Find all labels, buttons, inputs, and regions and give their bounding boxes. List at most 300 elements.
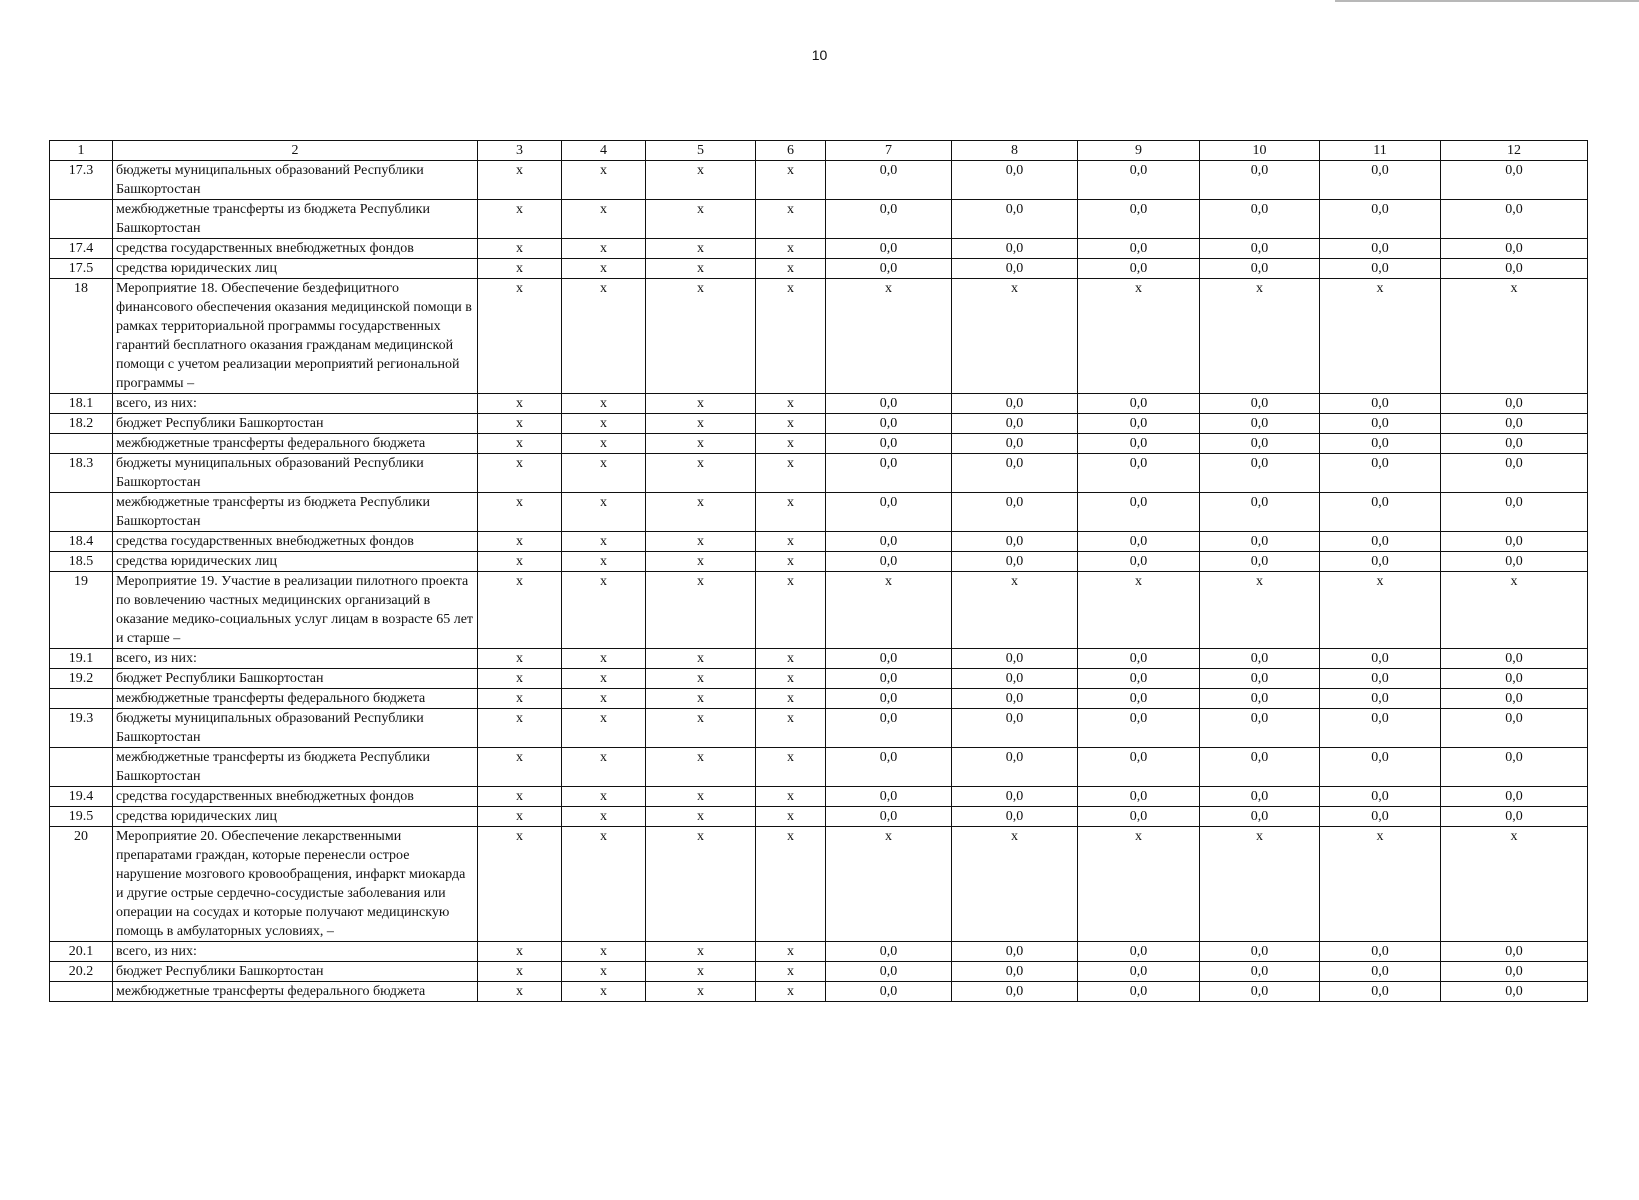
value-cell-col-6: х <box>756 748 826 787</box>
value-cell-col-3: х <box>478 239 562 259</box>
value-cell-col-4: х <box>562 259 646 279</box>
value-cell-col-5: х <box>646 259 756 279</box>
value-cell-col-10: х <box>1200 827 1320 942</box>
value-cell-col-8: 0,0 <box>952 434 1078 454</box>
value-cell-col-12: х <box>1441 279 1588 394</box>
value-cell-col-4: х <box>562 532 646 552</box>
table-row <box>50 532 1588 552</box>
value-cell-col-5: х <box>646 532 756 552</box>
value-cell-col-3: х <box>478 827 562 942</box>
table-row <box>50 434 1588 454</box>
value-cell-col-11: 0,0 <box>1320 493 1441 532</box>
value-cell-col-12: 0,0 <box>1441 414 1588 434</box>
value-cell-col-8: 0,0 <box>952 394 1078 414</box>
row-name-cell: средства юридических лиц <box>113 807 478 827</box>
value-cell-col-7: 0,0 <box>826 434 952 454</box>
value-cell-col-9: 0,0 <box>1078 394 1200 414</box>
value-cell-col-4: х <box>562 394 646 414</box>
row-name-cell: средства государственных внебюджетных фондов <box>113 787 478 807</box>
row-name-cell: бюджеты муниципальных образований Республики Башкортостан <box>113 454 478 493</box>
table-row <box>50 161 1588 200</box>
value-cell-col-3: х <box>478 787 562 807</box>
value-cell-col-7: х <box>826 279 952 394</box>
value-cell-col-11: 0,0 <box>1320 807 1441 827</box>
value-cell-col-7: 0,0 <box>826 161 952 200</box>
value-cell-col-4: х <box>562 493 646 532</box>
value-cell-col-6: х <box>756 161 826 200</box>
table-row <box>50 827 1588 942</box>
row-name-cell: всего, из них: <box>113 394 478 414</box>
value-cell-col-8: х <box>952 572 1078 649</box>
value-cell-col-3: х <box>478 532 562 552</box>
column-header-2: 2 <box>113 141 478 161</box>
value-cell-col-3: х <box>478 434 562 454</box>
row-name-cell: бюджеты муниципальных образований Республики Башкортостан <box>113 709 478 748</box>
row-number-cell: 18.2 <box>50 414 113 434</box>
value-cell-col-10: 0,0 <box>1200 434 1320 454</box>
value-cell-col-4: х <box>562 827 646 942</box>
value-cell-col-12: 0,0 <box>1441 962 1588 982</box>
value-cell-col-3: х <box>478 669 562 689</box>
value-cell-col-10: 0,0 <box>1200 787 1320 807</box>
value-cell-col-4: х <box>562 709 646 748</box>
value-cell-col-3: х <box>478 394 562 414</box>
value-cell-col-4: х <box>562 414 646 434</box>
value-cell-col-11: 0,0 <box>1320 161 1441 200</box>
value-cell-col-10: 0,0 <box>1200 200 1320 239</box>
value-cell-col-10: 0,0 <box>1200 493 1320 532</box>
value-cell-col-4: х <box>562 807 646 827</box>
value-cell-col-8: х <box>952 279 1078 394</box>
value-cell-col-6: х <box>756 493 826 532</box>
value-cell-col-5: х <box>646 552 756 572</box>
value-cell-col-7: 0,0 <box>826 552 952 572</box>
value-cell-col-10: 0,0 <box>1200 161 1320 200</box>
value-cell-col-9: 0,0 <box>1078 942 1200 962</box>
value-cell-col-11: 0,0 <box>1320 748 1441 787</box>
value-cell-col-10: 0,0 <box>1200 259 1320 279</box>
value-cell-col-12: 0,0 <box>1441 748 1588 787</box>
value-cell-col-8: 0,0 <box>952 200 1078 239</box>
row-name-cell: средства юридических лиц <box>113 259 478 279</box>
value-cell-col-9: 0,0 <box>1078 200 1200 239</box>
value-cell-col-6: х <box>756 259 826 279</box>
row-number-cell: 18 <box>50 279 113 394</box>
value-cell-col-5: х <box>646 454 756 493</box>
value-cell-col-10: 0,0 <box>1200 982 1320 1002</box>
value-cell-col-3: х <box>478 962 562 982</box>
value-cell-col-6: х <box>756 942 826 962</box>
value-cell-col-11: 0,0 <box>1320 259 1441 279</box>
value-cell-col-9: 0,0 <box>1078 709 1200 748</box>
row-name-cell: межбюджетные трансферты федерального бюджета <box>113 434 478 454</box>
value-cell-col-12: 0,0 <box>1441 787 1588 807</box>
row-number-cell: 19.1 <box>50 649 113 669</box>
value-cell-col-3: х <box>478 942 562 962</box>
table-row <box>50 649 1588 669</box>
value-cell-col-6: х <box>756 552 826 572</box>
value-cell-col-5: х <box>646 669 756 689</box>
value-cell-col-10: 0,0 <box>1200 532 1320 552</box>
value-cell-col-9: 0,0 <box>1078 161 1200 200</box>
value-cell-col-6: х <box>756 709 826 748</box>
row-name-cell: Мероприятие 20. Обеспечение лекарственными препаратами граждан, которые перенесли острое нарушение мозгового кровообращения, инфаркт миокарда и другие острые сердечно-сосудистые заболевания или операции на сосудах и которые получают медицинскую помощь в амбулаторных условиях, – <box>113 827 478 942</box>
value-cell-col-8: 0,0 <box>952 414 1078 434</box>
value-cell-col-12: 0,0 <box>1441 709 1588 748</box>
value-cell-col-7: 0,0 <box>826 394 952 414</box>
value-cell-col-5: х <box>646 709 756 748</box>
table-row <box>50 709 1588 748</box>
row-number-cell: 17.4 <box>50 239 113 259</box>
value-cell-col-9: 0,0 <box>1078 259 1200 279</box>
value-cell-col-9: 0,0 <box>1078 454 1200 493</box>
value-cell-col-3: х <box>478 552 562 572</box>
row-name-cell: бюджеты муниципальных образований Республики Башкортостан <box>113 161 478 200</box>
value-cell-col-12: 0,0 <box>1441 161 1588 200</box>
row-name-cell: бюджет Республики Башкортостан <box>113 669 478 689</box>
value-cell-col-9: 0,0 <box>1078 807 1200 827</box>
value-cell-col-10: х <box>1200 279 1320 394</box>
value-cell-col-6: х <box>756 454 826 493</box>
value-cell-col-10: 0,0 <box>1200 669 1320 689</box>
value-cell-col-12: 0,0 <box>1441 807 1588 827</box>
value-cell-col-6: х <box>756 787 826 807</box>
value-cell-col-12: 0,0 <box>1441 434 1588 454</box>
value-cell-col-5: х <box>646 787 756 807</box>
value-cell-col-6: х <box>756 807 826 827</box>
table-row <box>50 552 1588 572</box>
value-cell-col-6: х <box>756 239 826 259</box>
value-cell-col-8: х <box>952 827 1078 942</box>
value-cell-col-11: 0,0 <box>1320 942 1441 962</box>
row-number-cell: 18.1 <box>50 394 113 414</box>
column-number-row <box>50 141 1588 161</box>
table-row <box>50 200 1588 239</box>
value-cell-col-12: 0,0 <box>1441 493 1588 532</box>
row-number-cell <box>50 200 113 239</box>
row-number-cell: 17.3 <box>50 161 113 200</box>
table-row <box>50 787 1588 807</box>
value-cell-col-8: 0,0 <box>952 709 1078 748</box>
value-cell-col-10: 0,0 <box>1200 414 1320 434</box>
value-cell-col-7: 0,0 <box>826 200 952 239</box>
value-cell-col-5: х <box>646 161 756 200</box>
value-cell-col-12: 0,0 <box>1441 532 1588 552</box>
row-number-cell <box>50 689 113 709</box>
value-cell-col-10: 0,0 <box>1200 394 1320 414</box>
value-cell-col-4: х <box>562 552 646 572</box>
value-cell-col-9: 0,0 <box>1078 649 1200 669</box>
value-cell-col-7: 0,0 <box>826 259 952 279</box>
value-cell-col-11: 0,0 <box>1320 709 1441 748</box>
value-cell-col-12: 0,0 <box>1441 394 1588 414</box>
value-cell-col-10: 0,0 <box>1200 942 1320 962</box>
value-cell-col-10: 0,0 <box>1200 709 1320 748</box>
value-cell-col-12: 0,0 <box>1441 259 1588 279</box>
value-cell-col-4: х <box>562 649 646 669</box>
value-cell-col-9: 0,0 <box>1078 532 1200 552</box>
value-cell-col-3: х <box>478 982 562 1002</box>
value-cell-col-3: х <box>478 259 562 279</box>
value-cell-col-4: х <box>562 982 646 1002</box>
value-cell-col-7: 0,0 <box>826 669 952 689</box>
value-cell-col-9: 0,0 <box>1078 493 1200 532</box>
table-row <box>50 572 1588 649</box>
value-cell-col-4: х <box>562 200 646 239</box>
value-cell-col-3: х <box>478 279 562 394</box>
row-name-cell: межбюджетные трансферты из бюджета Республики Башкортостан <box>113 200 478 239</box>
value-cell-col-10: 0,0 <box>1200 239 1320 259</box>
value-cell-col-9: 0,0 <box>1078 239 1200 259</box>
value-cell-col-12: х <box>1441 572 1588 649</box>
row-name-cell: межбюджетные трансферты из бюджета Республики Башкортостан <box>113 493 478 532</box>
row-number-cell: 18.5 <box>50 552 113 572</box>
column-header-8: 8 <box>952 141 1078 161</box>
value-cell-col-8: 0,0 <box>952 962 1078 982</box>
value-cell-col-4: х <box>562 962 646 982</box>
value-cell-col-8: 0,0 <box>952 689 1078 709</box>
value-cell-col-4: х <box>562 239 646 259</box>
value-cell-col-11: 0,0 <box>1320 414 1441 434</box>
row-number-cell: 19 <box>50 572 113 649</box>
value-cell-col-3: х <box>478 161 562 200</box>
value-cell-col-8: 0,0 <box>952 259 1078 279</box>
value-cell-col-5: х <box>646 807 756 827</box>
value-cell-col-4: х <box>562 161 646 200</box>
value-cell-col-11: 0,0 <box>1320 394 1441 414</box>
column-header-4: 4 <box>562 141 646 161</box>
table-row <box>50 689 1588 709</box>
value-cell-col-4: х <box>562 748 646 787</box>
value-cell-col-11: 0,0 <box>1320 454 1441 493</box>
value-cell-col-9: х <box>1078 279 1200 394</box>
row-name-cell: межбюджетные трансферты федерального бюджета <box>113 689 478 709</box>
row-number-cell: 18.3 <box>50 454 113 493</box>
value-cell-col-4: х <box>562 572 646 649</box>
table-row <box>50 942 1588 962</box>
value-cell-col-6: х <box>756 394 826 414</box>
column-header-11: 11 <box>1320 141 1441 161</box>
value-cell-col-8: 0,0 <box>952 942 1078 962</box>
value-cell-col-11: 0,0 <box>1320 669 1441 689</box>
table-row <box>50 239 1588 259</box>
value-cell-col-3: х <box>478 689 562 709</box>
value-cell-col-10: 0,0 <box>1200 748 1320 787</box>
value-cell-col-9: 0,0 <box>1078 434 1200 454</box>
value-cell-col-8: 0,0 <box>952 239 1078 259</box>
table-row <box>50 748 1588 787</box>
row-name-cell: Мероприятие 18. Обеспечение бездефицитного финансового обеспечения оказания медицинской помощи в рамках территориальной программы государственных гарантий бесплатного оказания гражданам медицинской помощи с учетом реализации мероприятий региональной программы – <box>113 279 478 394</box>
value-cell-col-10: 0,0 <box>1200 454 1320 493</box>
value-cell-col-3: х <box>478 454 562 493</box>
value-cell-col-7: 0,0 <box>826 787 952 807</box>
value-cell-col-3: х <box>478 200 562 239</box>
value-cell-col-4: х <box>562 669 646 689</box>
table-row <box>50 279 1588 394</box>
value-cell-col-7: х <box>826 572 952 649</box>
value-cell-col-9: 0,0 <box>1078 748 1200 787</box>
value-cell-col-8: 0,0 <box>952 649 1078 669</box>
value-cell-col-7: 0,0 <box>826 239 952 259</box>
value-cell-col-7: 0,0 <box>826 807 952 827</box>
value-cell-col-3: х <box>478 807 562 827</box>
row-name-cell: всего, из них: <box>113 942 478 962</box>
value-cell-col-5: х <box>646 689 756 709</box>
value-cell-col-11: х <box>1320 279 1441 394</box>
value-cell-col-5: х <box>646 748 756 787</box>
value-cell-col-7: 0,0 <box>826 982 952 1002</box>
value-cell-col-6: х <box>756 414 826 434</box>
value-cell-col-6: х <box>756 689 826 709</box>
value-cell-col-5: х <box>646 239 756 259</box>
value-cell-col-8: 0,0 <box>952 532 1078 552</box>
value-cell-col-6: х <box>756 572 826 649</box>
column-header-1: 1 <box>50 141 113 161</box>
value-cell-col-12: 0,0 <box>1441 239 1588 259</box>
value-cell-col-9: 0,0 <box>1078 982 1200 1002</box>
value-cell-col-5: х <box>646 572 756 649</box>
value-cell-col-6: х <box>756 434 826 454</box>
value-cell-col-3: х <box>478 709 562 748</box>
value-cell-col-5: х <box>646 394 756 414</box>
value-cell-col-10: 0,0 <box>1200 807 1320 827</box>
row-name-cell: бюджет Республики Башкортостан <box>113 414 478 434</box>
value-cell-col-12: 0,0 <box>1441 552 1588 572</box>
value-cell-col-11: 0,0 <box>1320 200 1441 239</box>
value-cell-col-8: 0,0 <box>952 161 1078 200</box>
row-name-cell: бюджет Республики Башкортостан <box>113 962 478 982</box>
table-row <box>50 982 1588 1002</box>
table-row <box>50 414 1588 434</box>
value-cell-col-11: 0,0 <box>1320 689 1441 709</box>
value-cell-col-10: 0,0 <box>1200 552 1320 572</box>
value-cell-col-7: 0,0 <box>826 493 952 532</box>
column-header-10: 10 <box>1200 141 1320 161</box>
row-name-cell: межбюджетные трансферты федерального бюджета <box>113 982 478 1002</box>
value-cell-col-5: х <box>646 434 756 454</box>
value-cell-col-8: 0,0 <box>952 493 1078 532</box>
column-header-7: 7 <box>826 141 952 161</box>
value-cell-col-7: 0,0 <box>826 942 952 962</box>
value-cell-col-8: 0,0 <box>952 787 1078 807</box>
value-cell-col-8: 0,0 <box>952 807 1078 827</box>
value-cell-col-9: 0,0 <box>1078 787 1200 807</box>
value-cell-col-8: 0,0 <box>952 669 1078 689</box>
value-cell-col-10: х <box>1200 572 1320 649</box>
value-cell-col-5: х <box>646 200 756 239</box>
table-row <box>50 493 1588 532</box>
row-number-cell <box>50 982 113 1002</box>
row-name-cell: средства юридических лиц <box>113 552 478 572</box>
value-cell-col-12: 0,0 <box>1441 982 1588 1002</box>
value-cell-col-9: 0,0 <box>1078 689 1200 709</box>
value-cell-col-7: 0,0 <box>826 962 952 982</box>
row-name-cell: средства государственных внебюджетных фондов <box>113 239 478 259</box>
row-name-cell: Мероприятие 19. Участие в реализации пилотного проекта по вовлечению частных медицинских организаций в оказание медико-социальных услуг лицам в возрасте 65 лет и старше – <box>113 572 478 649</box>
value-cell-col-8: 0,0 <box>952 982 1078 1002</box>
column-header-12: 12 <box>1441 141 1588 161</box>
value-cell-col-6: х <box>756 649 826 669</box>
value-cell-col-7: 0,0 <box>826 414 952 434</box>
value-cell-col-12: 0,0 <box>1441 669 1588 689</box>
column-header-3: 3 <box>478 141 562 161</box>
value-cell-col-4: х <box>562 279 646 394</box>
value-cell-col-11: 0,0 <box>1320 649 1441 669</box>
value-cell-col-5: х <box>646 962 756 982</box>
value-cell-col-6: х <box>756 962 826 982</box>
value-cell-col-9: х <box>1078 827 1200 942</box>
value-cell-col-7: 0,0 <box>826 709 952 748</box>
table-row <box>50 454 1588 493</box>
value-cell-col-7: 0,0 <box>826 532 952 552</box>
value-cell-col-5: х <box>646 982 756 1002</box>
value-cell-col-3: х <box>478 649 562 669</box>
value-cell-col-9: 0,0 <box>1078 669 1200 689</box>
row-number-cell <box>50 493 113 532</box>
value-cell-col-4: х <box>562 942 646 962</box>
column-header-9: 9 <box>1078 141 1200 161</box>
value-cell-col-9: 0,0 <box>1078 414 1200 434</box>
value-cell-col-3: х <box>478 414 562 434</box>
value-cell-col-6: х <box>756 982 826 1002</box>
row-number-cell: 20.1 <box>50 942 113 962</box>
value-cell-col-8: 0,0 <box>952 454 1078 493</box>
value-cell-col-5: х <box>646 493 756 532</box>
value-cell-col-5: х <box>646 279 756 394</box>
row-number-cell <box>50 434 113 454</box>
value-cell-col-7: 0,0 <box>826 649 952 669</box>
value-cell-col-5: х <box>646 649 756 669</box>
row-number-cell: 19.4 <box>50 787 113 807</box>
value-cell-col-11: 0,0 <box>1320 552 1441 572</box>
row-number-cell: 19.2 <box>50 669 113 689</box>
value-cell-col-5: х <box>646 827 756 942</box>
value-cell-col-11: 0,0 <box>1320 434 1441 454</box>
table-row <box>50 259 1588 279</box>
scan-edge-line <box>1335 0 1639 2</box>
table-row <box>50 669 1588 689</box>
value-cell-col-12: 0,0 <box>1441 454 1588 493</box>
value-cell-col-10: 0,0 <box>1200 962 1320 982</box>
row-number-cell: 20.2 <box>50 962 113 982</box>
budget-table <box>49 140 1588 1002</box>
value-cell-col-8: 0,0 <box>952 552 1078 572</box>
value-cell-col-9: 0,0 <box>1078 962 1200 982</box>
page-number: 10 <box>811 47 828 63</box>
value-cell-col-11: 0,0 <box>1320 239 1441 259</box>
value-cell-col-11: х <box>1320 827 1441 942</box>
value-cell-col-7: 0,0 <box>826 689 952 709</box>
value-cell-col-8: 0,0 <box>952 748 1078 787</box>
row-number-cell: 17.5 <box>50 259 113 279</box>
value-cell-col-12: х <box>1441 827 1588 942</box>
value-cell-col-6: х <box>756 279 826 394</box>
row-number-cell <box>50 748 113 787</box>
value-cell-col-3: х <box>478 493 562 532</box>
value-cell-col-4: х <box>562 689 646 709</box>
value-cell-col-4: х <box>562 787 646 807</box>
value-cell-col-7: 0,0 <box>826 454 952 493</box>
value-cell-col-6: х <box>756 827 826 942</box>
value-cell-col-12: 0,0 <box>1441 689 1588 709</box>
value-cell-col-3: х <box>478 572 562 649</box>
value-cell-col-7: 0,0 <box>826 748 952 787</box>
value-cell-col-6: х <box>756 669 826 689</box>
value-cell-col-10: 0,0 <box>1200 649 1320 669</box>
value-cell-col-12: 0,0 <box>1441 200 1588 239</box>
table-row <box>50 962 1588 982</box>
row-number-cell: 20 <box>50 827 113 942</box>
